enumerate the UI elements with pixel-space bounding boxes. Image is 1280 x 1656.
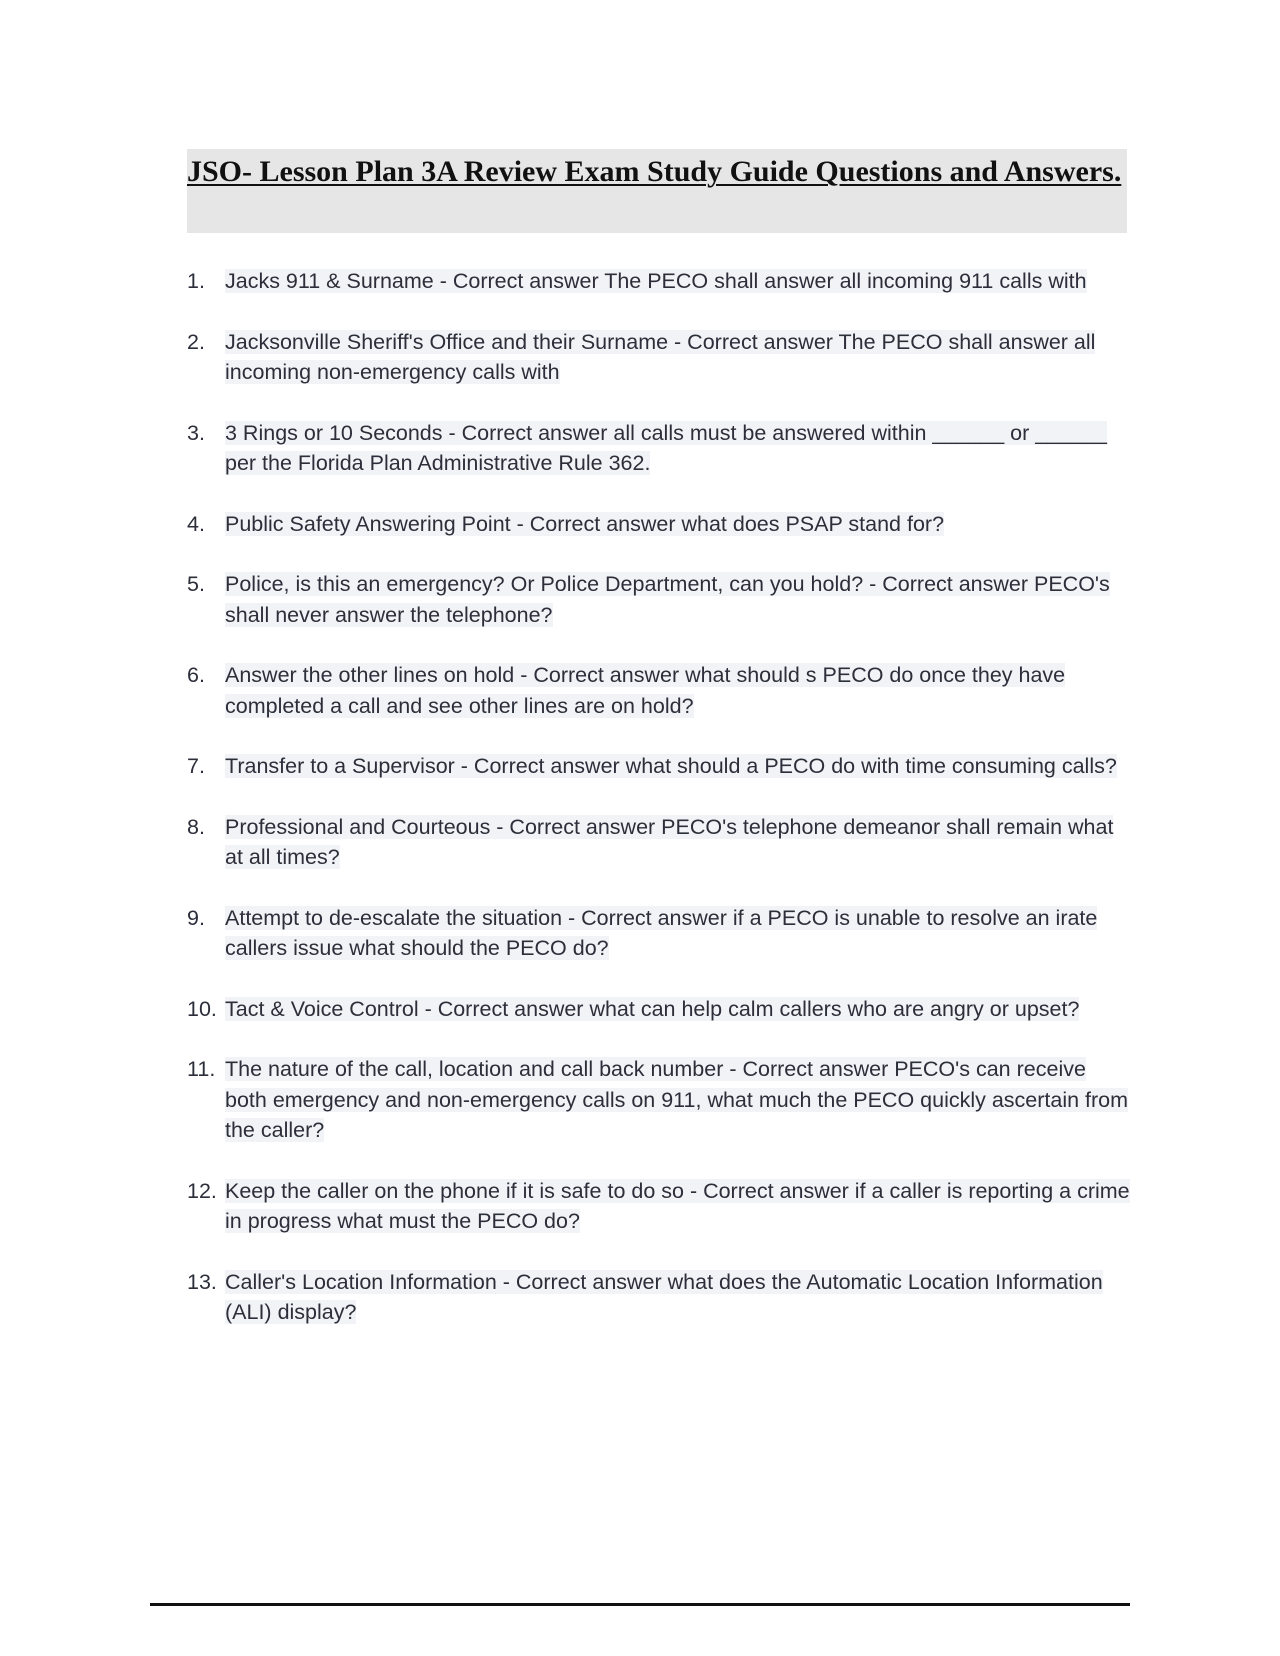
item-number: 12. (187, 1178, 217, 1203)
title-block (187, 149, 1127, 233)
item-text: Jacks 911 & Surname - Correct answer The PECO shall answer all incoming 911 calls with (225, 269, 1087, 293)
item-number: 11. (187, 1057, 216, 1081)
list-item (187, 418, 1132, 479)
document-title: JSO- Lesson Plan 3A Review Exam Study Guide Questions and Answers. (187, 155, 1122, 188)
list-item (187, 812, 1132, 873)
list-item (187, 266, 1132, 297)
item-number: 6. (187, 663, 205, 687)
list-item (187, 751, 1132, 782)
item-text: The nature of the call, location and call back number - Correct answer PECO's can receive both emergency and non-emergency calls on 911, what much the PECO quickly ascertain from the caller? (225, 1057, 1129, 1142)
list-item (187, 569, 1132, 630)
item-text: Transfer to a Supervisor - Correct answer what should a PECO do with time consuming calls? (225, 754, 1117, 778)
item-text: Public Safety Answering Point - Correct answer what does PSAP stand for? (225, 511, 945, 536)
item-number: 2. (187, 329, 205, 354)
item-number: 7. (187, 754, 205, 778)
list-item (187, 1267, 1132, 1328)
list-item (187, 994, 1132, 1025)
item-text: 3 Rings or 10 Seconds - Correct answer all calls must be answered within ______ or ______ per the Florida Plan Administrative Rule 362. (225, 420, 1107, 475)
item-number: 4. (187, 511, 205, 536)
list-item (187, 660, 1132, 721)
item-number: 9. (187, 905, 205, 930)
list-item (187, 903, 1132, 964)
list-item (187, 327, 1132, 388)
item-text: Jacksonville Sheriff's Office and their Surname - Correct answer The PECO shall answer all incoming non-emergency calls with (225, 329, 1096, 384)
item-text: Police, is this an emergency? Or Police Department, can you hold? - Correct answer PECO's shall never answer the telephone? (225, 572, 1110, 627)
item-text: Attempt to de-escalate the situation - Correct answer if a PECO is unable to resolve an irate callers issue what should the PECO do? (225, 905, 1098, 960)
item-text: Answer the other lines on hold - Correct answer what should s PECO do once they have completed a call and see other lines are on hold? (225, 663, 1066, 718)
list-item (187, 509, 1132, 540)
list-item (187, 1054, 1132, 1146)
item-text: Caller's Location Information - Correct answer what does the Automatic Location Information (ALI) display? (225, 1269, 1103, 1324)
item-text: Keep the caller on the phone if it is safe to do so - Correct answer if a caller is reporting a crime in progress what must the PECO do? (225, 1178, 1130, 1233)
item-number: 5. (187, 572, 205, 596)
item-number: 13. (187, 1269, 217, 1294)
item-number: 10. (187, 996, 217, 1021)
item-text: Tact & Voice Control - Correct answer what can help calm callers who are angry or upset? (225, 996, 1080, 1021)
list-item (187, 1176, 1132, 1237)
item-number: 1. (187, 269, 205, 293)
qa-list (187, 266, 1132, 1358)
item-number: 8. (187, 814, 205, 839)
footer-divider (150, 1603, 1130, 1606)
item-number: 3. (187, 420, 205, 445)
item-text: Professional and Courteous - Correct answer PECO's telephone demeanor shall remain what at all times? (225, 814, 1114, 869)
